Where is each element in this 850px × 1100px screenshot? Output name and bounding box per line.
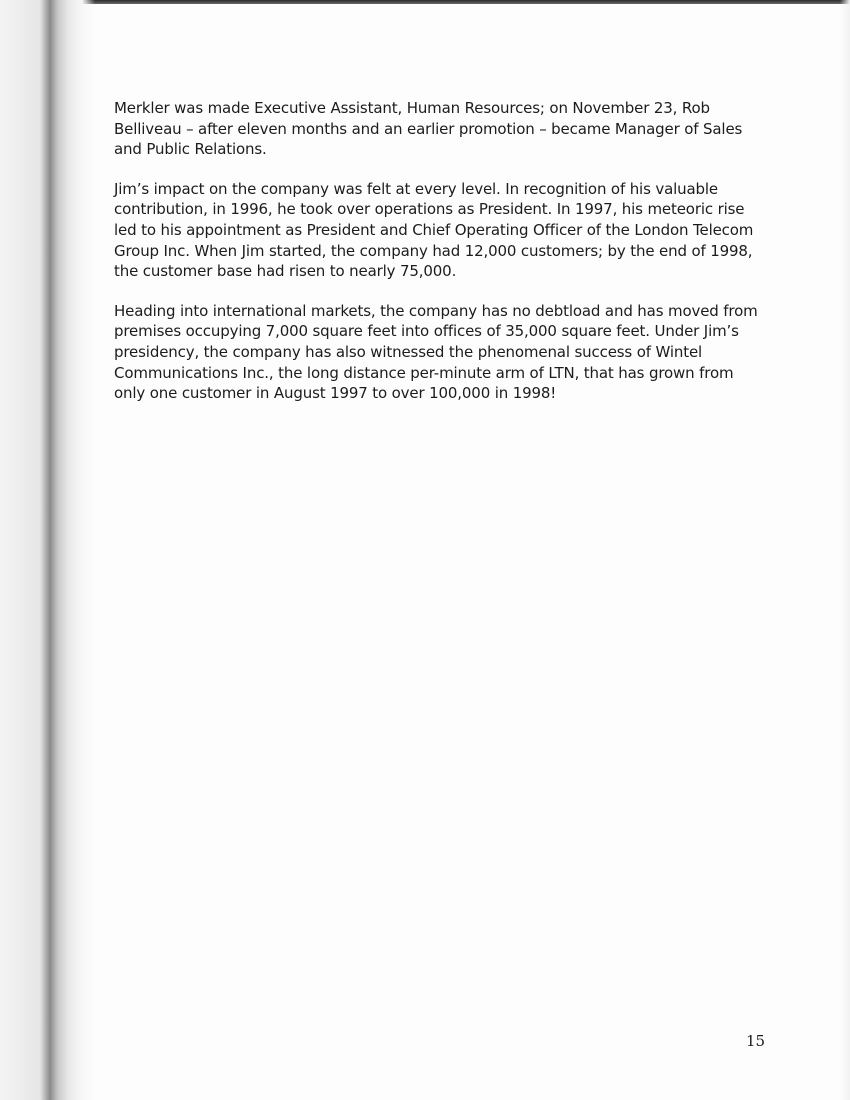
- binding-shadow: [0, 0, 95, 1100]
- paragraph-jims-impact: Jim’s impact on the company was felt at every level. In recognition of his valuable contribution, in 1996, he took over operations as President. In 1997, his meteoric rise led to his appointment as President and Chief Operating Officer of the London Telecom Group Inc. When Jim started, the company had 12,000 customers; by the end of 1998, the customer base had risen to nearly 75,000.: [114, 179, 754, 281]
- paragraph-international-markets: Heading into international markets, the company has no debtload and has moved from premises occupying 7,000 square feet into offices of 35,000 square feet. Under Jim’s presidency, the company has also witnessed the phenomenal success of Wintel Communications Inc., the long distance per-minute arm of LTN, that has grown from only one customer in August 1997 to over 100,000 in 1998!: [114, 301, 758, 403]
- paragraph-promotions: Merkler was made Executive Assistant, Human Resources; on November 23, Rob Belliveau – after eleven months and an earlier promotion – became Manager of Sales and Public Relations.: [114, 99, 743, 159]
- page-top-edge: [0, 0, 850, 4]
- body-text: [114, 98, 774, 423]
- page-right-edge: [840, 0, 850, 1100]
- page-number: 15: [746, 1032, 766, 1050]
